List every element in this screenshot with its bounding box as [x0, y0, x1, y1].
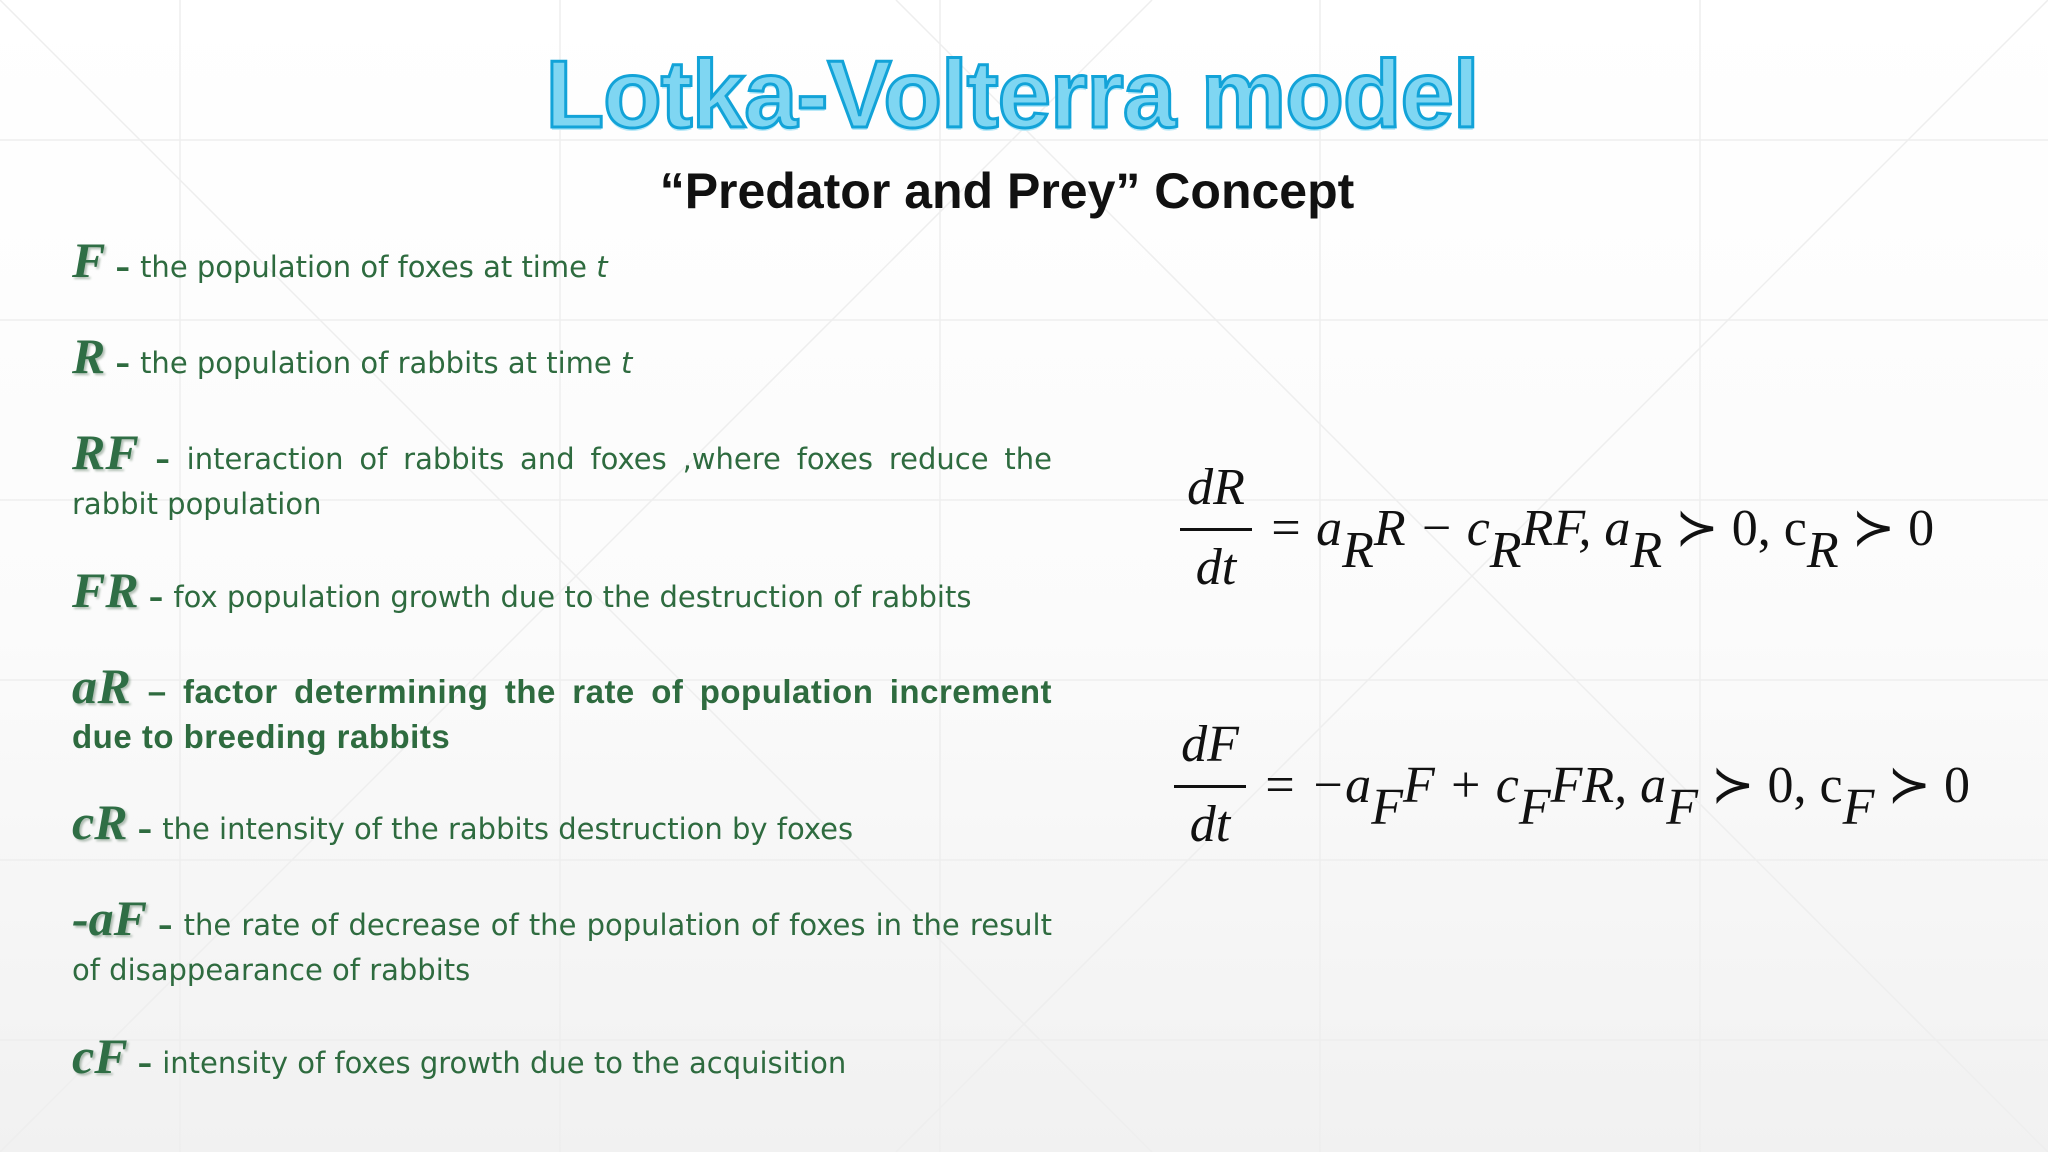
definition-dash: –: [127, 812, 163, 846]
slide-subtitle: “Predator and Prey” Concept: [659, 163, 1355, 219]
equation-subscript: F: [1842, 779, 1875, 836]
definition-dash: –: [147, 908, 184, 942]
equation-term: FR, a: [1550, 757, 1667, 814]
equation-rabbits: [1176, 458, 2026, 618]
equation-rhs: [1268, 498, 1935, 579]
definition-rf: [72, 424, 1052, 527]
definition-text: the population of foxes at time: [140, 250, 597, 284]
definition-dash: –: [138, 442, 187, 476]
definition-af: [72, 890, 1052, 993]
definition-text: fox population growth due to the destruction of rabbits: [173, 580, 972, 614]
definition-text: the population of rabbits at time: [140, 346, 621, 380]
slide-title: Lotka-Volterra model: [545, 41, 1479, 148]
definition-dash: –: [138, 580, 174, 614]
definition-dash: –: [131, 673, 184, 710]
definition-symbol: FR: [72, 562, 139, 618]
fraction-denominator: dt: [1189, 796, 1231, 853]
definition-dash: –: [105, 250, 141, 284]
equation-subscript: R: [1489, 522, 1522, 579]
equation-rhs: [1262, 755, 1970, 836]
definition-symbol: cR: [72, 794, 128, 850]
equation-subscript: R: [1342, 522, 1374, 579]
definition-r: [72, 328, 1052, 386]
definition-cf: [72, 1028, 1052, 1086]
fraction-numerator: dR: [1187, 459, 1245, 516]
definition-symbol: RF: [72, 424, 139, 480]
equation-foxes: [1170, 715, 2030, 875]
equation-term: ≻ 0, c: [1697, 757, 1843, 814]
equation-term: ≻ 0: [1838, 500, 1935, 557]
definition-f: [72, 232, 1052, 290]
equation-term: = a: [1268, 500, 1343, 557]
equation-subscript: F: [1518, 779, 1551, 836]
equation-term: ≻ 0, c: [1662, 500, 1807, 557]
equation-subscript: R: [1806, 522, 1839, 579]
definition-italic: t: [596, 250, 608, 284]
definition-text: the rate of decrease of the population of foxes in the result of disappearance of rabbits: [72, 908, 1052, 987]
equation-subscript: R: [1630, 522, 1663, 579]
fraction-bar: [1180, 528, 1252, 531]
definition-ar: [72, 658, 1052, 759]
definition-dash: –: [105, 346, 141, 380]
definition-symbol: aR: [72, 658, 132, 714]
fraction-numerator: dF: [1181, 716, 1239, 773]
definition-cr: [72, 794, 1052, 852]
equation-term: R − c: [1373, 500, 1490, 557]
equation-term: = −a: [1262, 757, 1372, 814]
definition-symbol: -aF: [72, 890, 147, 946]
definition-symbol: R: [72, 328, 106, 384]
definition-text: intensity of foxes growth due to the acquisition: [162, 1046, 847, 1080]
definition-symbol: F: [72, 232, 106, 288]
fraction-denominator: dt: [1195, 539, 1237, 596]
equation-term: RF, a: [1521, 500, 1631, 557]
definition-fr: [72, 562, 1052, 620]
equation-subscript: F: [1666, 779, 1698, 836]
definition-dash: –: [127, 1046, 163, 1080]
definition-text: interaction of rabbits and foxes ,where foxes reduce the rabbit population: [72, 442, 1052, 521]
definition-text: factor determining the rate of population increment due to breeding rabbits: [72, 673, 1052, 755]
definition-text: the intensity of the rabbits destruction by foxes: [162, 812, 854, 846]
equation-term: ≻ 0: [1874, 757, 1970, 814]
definition-italic: t: [620, 346, 633, 380]
definition-symbol: cF: [72, 1028, 128, 1084]
fraction-bar: [1174, 785, 1246, 788]
equation-subscript: F: [1371, 779, 1403, 836]
equation-term: F + c: [1402, 757, 1519, 814]
